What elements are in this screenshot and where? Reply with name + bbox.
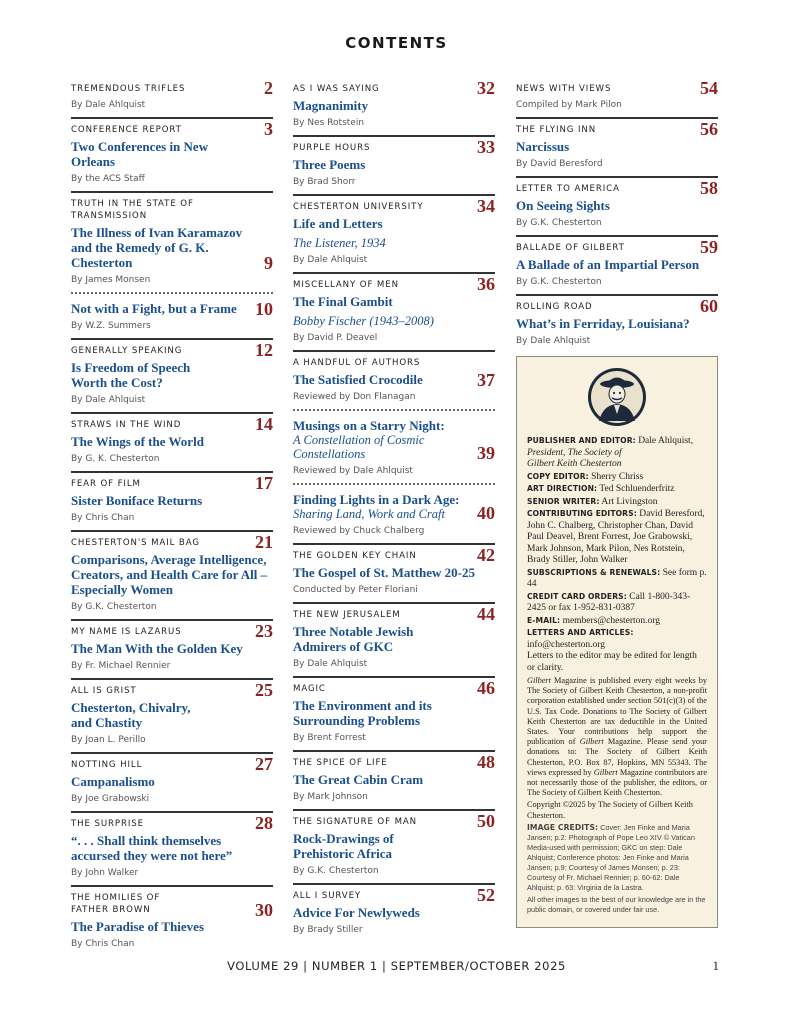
byline: Reviewed by Dale Ahlquist <box>293 466 413 476</box>
credit-card-orders: Call 1-800-343-2425 or fax 1-952-831-0387 <box>527 591 691 613</box>
department-label: MISCELLANY OF MEN <box>293 280 399 290</box>
toc-entry[interactable] <box>293 678 495 752</box>
byline: Conducted by Peter Floriani <box>293 585 418 595</box>
page-number: 36 <box>477 274 495 294</box>
image-credits-text: Cover: Jen Finke and Maria Jansen; p.2: Photograph of Pope Leo XIV © Vatican Media-used with permission; GKC on step: Dale Ahlquist; Conference photos: Jen Finke and Maria Jansen; p.9: Courtesy of James Monsen; p. 23: Courtesy of Fr. Michael Rennier; p. 60-62: Dale Ahlquist; p. 63: Virginia de la Lastra. <box>527 822 695 892</box>
department-label: AS I WAS SAYING <box>293 84 380 94</box>
toc-entry[interactable] <box>71 414 273 473</box>
contributing-editors-label: CONTRIBUTING EDITORS: <box>527 509 637 518</box>
image-credits <box>527 823 707 893</box>
article-title[interactable]: Chesterton, Chivalry, and Chastity <box>71 700 191 730</box>
toc-entry[interactable] <box>516 178 718 237</box>
byline: By G. K. Chesterton <box>71 454 160 464</box>
byline: By Dale Ahlquist <box>293 255 368 265</box>
article-title[interactable]: What’s in Ferriday, Louisiana? <box>516 316 690 331</box>
toc-entry[interactable] <box>71 294 273 340</box>
article-title[interactable]: Life and Letters <box>293 216 383 231</box>
byline: Reviewed by Don Flanagan <box>293 392 416 402</box>
article-subtitle: The Listener, 1934 <box>293 236 386 250</box>
byline: By Dale Ahlquist <box>71 395 146 405</box>
article-title[interactable]: On Seeing Sights <box>516 198 610 213</box>
department-label: TRUTH IN THE STATE OF TRANSMISSION <box>71 199 194 221</box>
department-label: ROLLING ROAD <box>516 302 593 312</box>
art-direction-label: ART DIRECTION: <box>527 484 598 493</box>
department-label: THE SPICE OF LIFE <box>293 758 388 768</box>
toc-entry[interactable] <box>71 473 273 532</box>
page-number: 12 <box>255 340 273 360</box>
article-title[interactable]: Comparisons, Average Intelligence, Creators, and Health Care for All – Especially Women <box>71 552 268 597</box>
page-number: 33 <box>477 137 495 157</box>
subscriptions-label: SUBSCRIPTIONS & RENEWALS: <box>527 567 661 577</box>
page-number: 60 <box>700 296 718 316</box>
toc-entry[interactable] <box>516 119 718 178</box>
magazine-name: Gilbert <box>593 767 618 777</box>
byline: By G.K. Chesterton <box>516 218 602 228</box>
page-number: 39 <box>477 443 495 463</box>
byline: By Joan L. Perillo <box>71 735 146 745</box>
article-title[interactable]: The Illness of Ivan Karamazov and the Remedy of G. K. Chesterton <box>71 225 243 270</box>
masthead-box <box>516 356 718 928</box>
copy-editor-label: COPY EDITOR: <box>527 471 589 481</box>
page-number: 58 <box>700 178 718 198</box>
toc-entry[interactable] <box>293 485 495 545</box>
department-label: THE GOLDEN KEY CHAIN <box>293 551 417 561</box>
article-title[interactable]: Narcissus <box>516 139 570 154</box>
article-title[interactable]: Musings on a Starry Night: <box>293 418 445 433</box>
department-label: GENERALLY SPEAKING <box>71 346 183 356</box>
toc-entry[interactable] <box>293 885 495 942</box>
contents-column-3 <box>516 78 718 353</box>
letters-note: Letters to the editor may be edited for length or clarity. <box>527 651 697 673</box>
department-label: THE HOMILIES OF FATHER BROWN <box>71 893 161 915</box>
article-subtitle: Sharing Land, Work and Craft <box>293 507 445 521</box>
about-text: Magazine. Please send your donations to: The Society of Gilbert Keith Chesterton, P.O. Box 87, Hopkins, MN 55343. The views expressed by <box>527 737 707 777</box>
page-number: 23 <box>255 621 273 641</box>
byline: By Dale Ahlquist <box>516 336 591 346</box>
byline: By W.Z. Summers <box>71 321 151 331</box>
toc-entry[interactable] <box>71 193 273 294</box>
article-title[interactable]: Not with a Fight, but a Frame <box>71 301 237 316</box>
page-number: 21 <box>255 532 273 552</box>
toc-entry[interactable] <box>71 754 273 813</box>
department-label: CONFERENCE REPORT <box>71 125 182 135</box>
byline: By Brad Shorr <box>293 177 356 187</box>
article-title[interactable]: The Man With the Golden Key <box>71 641 243 656</box>
toc-entry[interactable] <box>293 545 495 604</box>
byline: By Chris Chan <box>71 939 135 949</box>
byline: By Brady Stiller <box>293 925 363 935</box>
page-number: 9 <box>264 253 273 273</box>
page-number: 32 <box>477 78 495 98</box>
copy-editor: Sherry Chriss <box>591 471 644 482</box>
publisher-name: Dale Ahlquist, <box>638 436 694 446</box>
page-number: 48 <box>477 752 495 772</box>
department-label: THE SURPRISE <box>71 819 144 829</box>
department-label: PURPLE HOURS <box>293 143 371 153</box>
art-direction: Ted Schluenderfritz <box>599 484 675 494</box>
department-label: NEWS WITH VIEWS <box>516 84 612 94</box>
page-number: 42 <box>477 545 495 565</box>
contents-column-2 <box>293 78 495 942</box>
credit-card-label: CREDIT CARD ORDERS: <box>527 591 627 601</box>
toc-entry[interactable] <box>71 119 273 193</box>
page-number: 30 <box>255 900 273 920</box>
publisher-title: Gilbert Keith Chesterton <box>527 459 622 469</box>
byline: By James Monsen <box>71 275 151 285</box>
article-title[interactable]: The Environment and its Surrounding Problems <box>293 698 432 728</box>
letters-label: LETTERS AND ARTICLES: <box>527 628 634 637</box>
page-number: 50 <box>477 811 495 831</box>
page-number: 52 <box>477 885 495 905</box>
page-title: CONTENTS <box>345 34 448 52</box>
toc-entry[interactable] <box>293 811 495 885</box>
byline: By Nes Rotstein <box>293 118 365 128</box>
department-label: CHESTERTON'S MAIL BAG <box>71 538 200 548</box>
byline: By Chris Chan <box>71 513 135 523</box>
page-number: 3 <box>264 119 273 139</box>
toc-entry[interactable] <box>71 340 273 414</box>
toc-entry[interactable] <box>293 78 495 137</box>
byline: By G.K. Chesterton <box>516 277 602 287</box>
toc-entry[interactable] <box>293 137 495 196</box>
article-title[interactable]: Three Notable Jewish Admirers of GKC <box>293 624 414 654</box>
copyright: Copyright ©2025 by The Society of Gilbert Keith Chesterton. <box>527 800 693 820</box>
page-number: 25 <box>255 680 273 700</box>
department-label: ALL I SURVEY <box>293 891 362 901</box>
page-folio: 1 <box>712 958 719 973</box>
toc-entry[interactable] <box>71 813 273 887</box>
toc-entry[interactable] <box>293 752 495 811</box>
page-number: 17 <box>255 473 273 493</box>
department-label: THE FLYING INN <box>516 125 597 135</box>
byline: By Dale Ahlquist <box>71 100 146 110</box>
letters-email[interactable]: info@chesterton.org <box>527 639 605 650</box>
article-title[interactable]: The Paradise of Thieves <box>71 919 205 934</box>
byline: By Mark Johnson <box>293 792 368 802</box>
chesterton-portrait-logo <box>587 367 647 427</box>
about-text: Magazine contributors are not necessarily those of the publisher, the editors, or The Society of Gilbert Keith Chesterton. <box>527 767 707 798</box>
page-number: 34 <box>477 196 495 216</box>
byline: By Brent Forrest <box>293 733 366 743</box>
department-label: ALL IS GRIST <box>71 686 137 696</box>
article-title[interactable]: Rock-Drawings of Prehistoric Africa <box>293 831 394 861</box>
article-title[interactable]: Three Poems <box>293 157 366 172</box>
department-label: STRAWS IN THE WIND <box>71 420 182 430</box>
article-title[interactable]: A Ballade of an Impartial Person <box>516 257 700 272</box>
byline: By David Beresford <box>516 159 603 169</box>
about-text: Magazine is published every eight weeks by The Society of Gilbert Keith Chesterton, a non-profit corporation established under section 501(c)(3) of the U.S. Tax Code. Donations to The Society of Gilbert Keith Chesterton are tax deductible in the United States. Your contributions help support the publication of <box>527 676 707 747</box>
page-number: 28 <box>255 813 273 833</box>
page-number: 14 <box>255 414 273 434</box>
department-label: NOTTING HILL <box>71 760 143 770</box>
department-label: FEAR OF FILM <box>71 479 141 489</box>
department-label: CHESTERTON UNIVERSITY <box>293 202 424 212</box>
department-label: MY NAME IS LAZARUS <box>71 627 182 637</box>
byline: By the ACS Staff <box>71 174 145 184</box>
publisher-label: PUBLISHER AND EDITOR: <box>527 436 636 445</box>
byline: Compiled by Mark Pilon <box>516 100 622 110</box>
byline: By John Walker <box>71 868 139 878</box>
page-number: 54 <box>700 78 718 98</box>
toc-entry[interactable] <box>71 78 273 119</box>
magazine-name: Gilbert <box>527 676 551 685</box>
page-number: 46 <box>477 678 495 698</box>
image-credits-label: IMAGE CREDITS: <box>527 822 599 832</box>
article-title[interactable]: “. . . Shall think themselves accursed they were not here” <box>71 833 233 863</box>
article-title[interactable]: Finding Lights in a Dark Age: <box>293 492 460 507</box>
page-number: 10 <box>255 299 273 319</box>
article-title[interactable]: The Satisfied Crocodile <box>293 372 423 387</box>
department-label: MAGIC <box>293 684 326 694</box>
byline: By G.K. Chesterton <box>293 866 379 876</box>
department-label: A HANDFUL OF AUTHORS <box>293 358 421 368</box>
magazine-name: Gilbert <box>579 737 604 747</box>
article-title[interactable]: Two Conferences in New Orleans <box>71 139 209 169</box>
toc-entry[interactable] <box>293 604 495 678</box>
article-title[interactable]: Advice For Newlyweds <box>293 905 420 920</box>
byline: By Fr. Michael Rennier <box>71 661 171 671</box>
subscriptions: See form p. 44 <box>527 567 707 589</box>
article-title[interactable]: The Final Gambit <box>293 294 393 309</box>
image-credits-note: All other images to the best of our knowledge are in the public domain, or covered under fair use. <box>527 894 706 914</box>
department-label: TREMENDOUS TRIFLES <box>71 84 186 94</box>
department-label: LETTER TO AMERICA <box>516 184 620 194</box>
page-number: 40 <box>477 503 495 523</box>
toc-entry[interactable] <box>516 78 718 119</box>
article-subtitle: A Constellation of Cosmic Constellations <box>293 433 425 461</box>
page-number: 44 <box>477 604 495 624</box>
toc-entry[interactable] <box>293 352 495 411</box>
email-label: E-MAIL: <box>527 615 561 625</box>
senior-writer-label: SENIOR WRITER: <box>527 496 600 506</box>
article-title[interactable]: Sister Boniface Returns <box>71 493 203 508</box>
page-number: 27 <box>255 754 273 774</box>
toc-entry[interactable] <box>293 411 495 485</box>
article-title[interactable]: The Gospel of St. Matthew 20-25 <box>293 565 475 580</box>
byline: By David P. Deavel <box>293 333 378 343</box>
issue-footer: VOLUME 29 | NUMBER 1 | SEPTEMBER/OCTOBER 2025 <box>227 959 566 973</box>
contents-column-1 <box>71 78 273 956</box>
senior-writer: Art Livingston <box>601 496 658 507</box>
toc-entry[interactable] <box>516 237 718 296</box>
page-number: 59 <box>700 237 718 257</box>
email-address[interactable]: members@chesterton.org <box>562 615 661 626</box>
byline: By Dale Ahlquist <box>293 659 368 669</box>
toc-entry[interactable] <box>71 680 273 754</box>
toc-entry[interactable] <box>293 274 495 352</box>
toc-entry[interactable] <box>293 196 495 274</box>
article-title[interactable]: The Great Cabin Cram <box>293 772 424 787</box>
toc-entry[interactable] <box>71 532 273 621</box>
byline: By G.K. Chesterton <box>71 602 157 612</box>
toc-entry[interactable] <box>71 621 273 680</box>
article-title[interactable]: Magnanimity <box>293 98 369 113</box>
article-title[interactable]: The Wings of the World <box>71 434 204 449</box>
byline: Reviewed by Chuck Chalberg <box>293 526 425 536</box>
department-label: THE NEW JERUSALEM <box>293 610 401 620</box>
article-title[interactable]: Campanalismo <box>71 774 155 789</box>
department-label: THE SIGNATURE OF MAN <box>293 817 417 827</box>
contributing-editors: David Beresford, John C. Chalberg, Christopher Chan, David Paul Deavel, Brent Forrest, Joe Grabowski, Mark Johnson, Mark Pilon, Nes Rotstein, Brady Stiller, John Walker <box>527 509 705 565</box>
toc-entry[interactable] <box>516 296 718 353</box>
article-subtitle: Bobby Fischer (1943–2008) <box>293 314 434 328</box>
article-title[interactable]: Is Freedom of Speech Worth the Cost? <box>71 360 191 390</box>
about-paragraph <box>527 676 707 798</box>
toc-entry[interactable] <box>71 887 273 956</box>
department-label: BALLADE OF GILBERT <box>516 243 625 253</box>
page-number: 2 <box>264 78 273 98</box>
page-number: 56 <box>700 119 718 139</box>
publisher-title: President, The Society of <box>527 447 622 458</box>
byline: By Joe Grabowski <box>71 794 150 804</box>
page-number: 37 <box>477 370 495 390</box>
